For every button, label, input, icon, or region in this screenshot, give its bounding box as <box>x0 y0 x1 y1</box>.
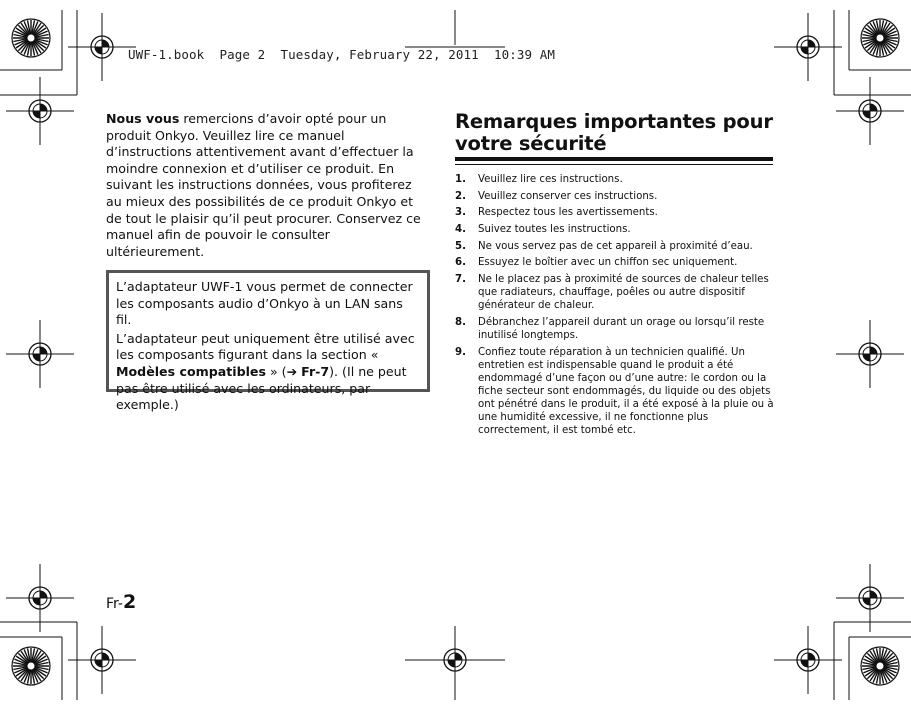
notice-text-end: ). (Il ne peut pas être utilisé avec les ordinateurs, par exemple.) <box>116 363 407 413</box>
title-rule-thick <box>455 157 773 161</box>
safety-list-item <box>455 256 775 269</box>
star-target-bottom-left-icon <box>12 647 50 685</box>
safety-title: Remarques importantes pour votre sécurité <box>455 110 773 155</box>
item-number: 9. <box>455 346 466 358</box>
registration-mark-icon <box>774 626 842 694</box>
page-number <box>106 591 136 613</box>
item-text: Débranchez l’appareil durant un orage ou lorsqu’il reste inutilisé longtemps. <box>478 317 765 342</box>
item-number: 6. <box>455 257 466 269</box>
notice-box <box>106 270 430 413</box>
star-target-top-left-icon <box>12 19 50 57</box>
book-info-header: UWF-1.book Page 2 Tuesday, February 22, 2011 10:39 AM <box>128 47 556 62</box>
registration-mark-icon <box>836 77 904 145</box>
item-number: 2. <box>455 190 466 202</box>
item-text: Veuillez conserver ces instructions. <box>478 190 658 202</box>
safety-list-item <box>455 273 775 312</box>
safety-list <box>455 173 775 441</box>
item-number: 8. <box>455 317 466 328</box>
star-target-top-right-icon <box>861 19 899 57</box>
item-number: 7. <box>455 274 466 286</box>
registration-mark-icon <box>68 626 136 694</box>
item-text: Veuillez lire ces instructions. <box>478 174 623 185</box>
notice-paragraph-2 <box>116 331 420 414</box>
compatible-models-ref: Modèles compatibles <box>116 363 266 379</box>
registration-mark-icon <box>68 13 136 81</box>
page-number-value: 2 <box>122 591 137 613</box>
notice-paragraph-1: L’adaptateur UWF-1 vous permet de connecter les composants audio d’Onkyo à un LAN sans fil. <box>116 279 413 328</box>
page-prefix: Fr- <box>106 596 123 612</box>
safety-list-item <box>455 206 775 219</box>
safety-list-item <box>455 316 775 342</box>
item-number: 1. <box>455 174 466 185</box>
item-text: Suivez toutes les instructions. <box>478 224 631 236</box>
intro-paragraph <box>106 111 424 260</box>
star-target-bottom-right-icon <box>861 647 899 685</box>
safety-list-item <box>455 240 775 253</box>
safety-list-item <box>455 173 775 186</box>
notice-text-mid: » (➔ <box>265 363 302 379</box>
safety-list-item <box>455 223 775 236</box>
intro-text: remercions d’avoir opté pour un produit Onkyo. Veuillez lire ce manuel d’instructions attentivement avant d’effectuer la moindre connexion et d’utiliser ce produit. En suivant les instructions données, vous profiterez au mieux des possibilités de ce produit Onkyo et de tout le plaisir qu’il peut procurer. Conservez ce manuel afin de pouvoir le consulter ultérieurement. <box>106 111 421 259</box>
item-text: Respectez tous les avertissements. <box>478 207 658 219</box>
item-text: Essuyez le boîtier avec un chiffon sec uniquement. <box>478 257 738 269</box>
item-text: Ne vous servez pas de cet appareil à proximité d’eau. <box>478 240 753 252</box>
notice-text-start: L’adaptateur peut uniquement être utilisé avec les composants figurant dans la section « <box>116 330 415 363</box>
registration-mark-icon <box>6 320 74 388</box>
registration-mark-icon <box>421 626 489 694</box>
title-rule-thin <box>455 164 773 165</box>
item-number: 4. <box>455 224 466 236</box>
item-text: Confiez toute réparation à un technicien qualifié. Un entretien est indispensable quand le produit a été endommagé d’une façon ou d’une autre: le cordon ou la fiche secteur sont endommagés, du liquide ou des objets ont pénétré dans le produit, il a été exposé à la pluie ou à une humidité excessive, il ne fonctionne plus correctement, il est tombé etc. <box>478 346 774 437</box>
safety-list-item <box>455 346 775 438</box>
page-ref: Fr-7 <box>301 363 330 379</box>
item-number: 5. <box>455 240 466 252</box>
registration-mark-icon <box>6 77 74 145</box>
item-number: 3. <box>455 207 466 219</box>
intro-lead: Nous vous <box>106 111 180 126</box>
item-text: Ne le placez pas à proximité de sources de chaleur telles que radiateurs, chauffage, poêles ou autre dispositif générateur de chaleur. <box>478 274 769 312</box>
registration-mark-icon <box>774 13 842 81</box>
safety-list-item <box>455 190 775 203</box>
registration-mark-icon <box>836 320 904 388</box>
